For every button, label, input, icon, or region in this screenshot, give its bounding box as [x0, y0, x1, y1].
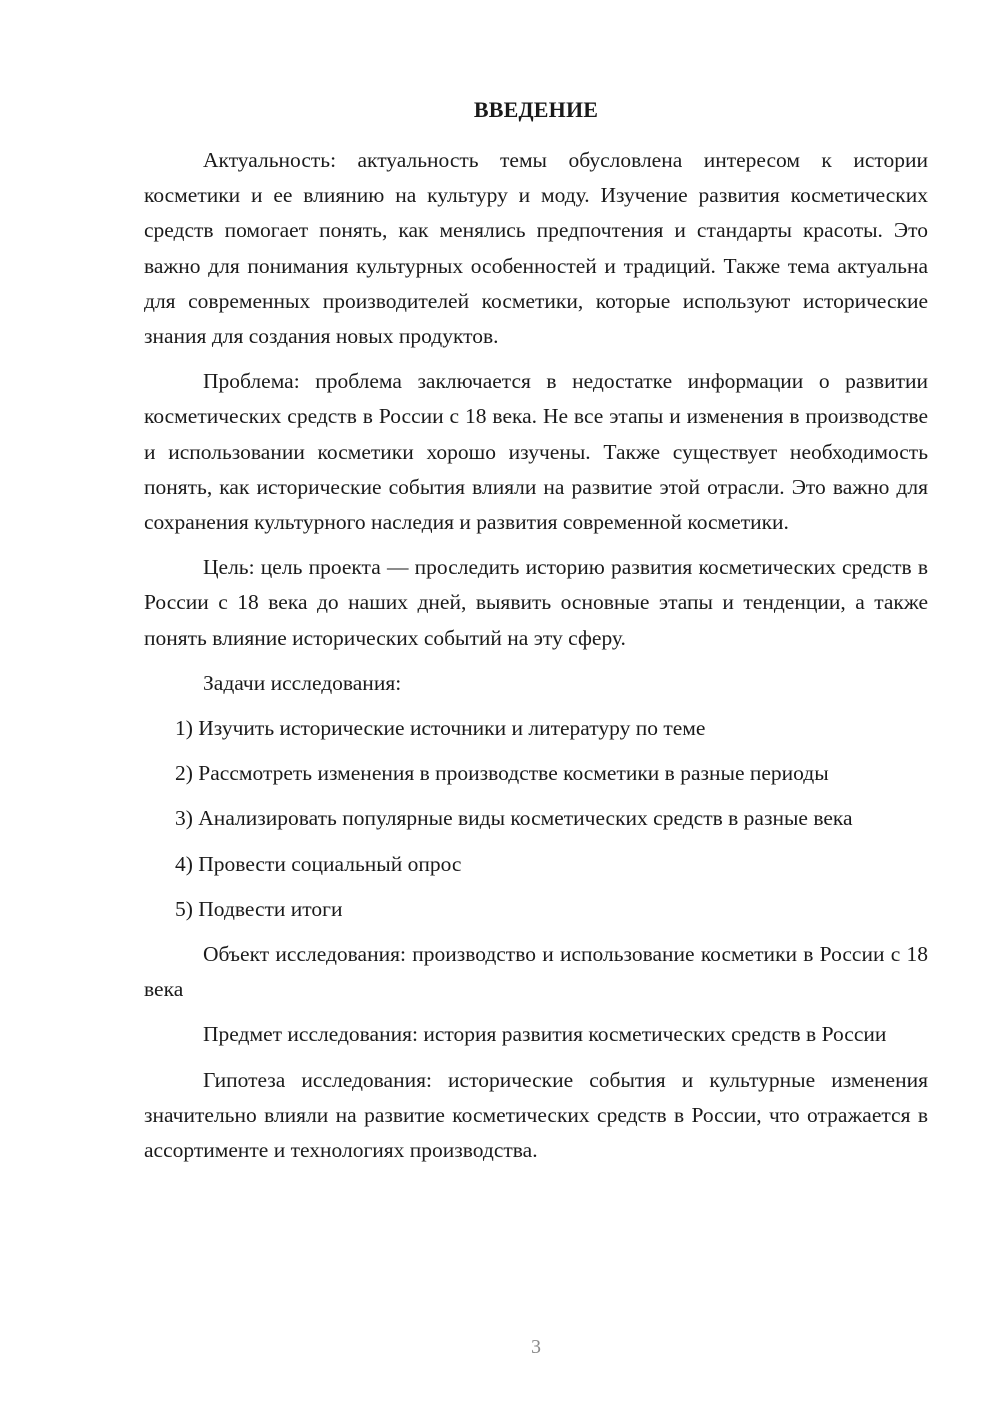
goal-paragraph: Цель: цель проекта — проследить историю развития косметических средств в России с 18 века до наших дней, выявить основные этапы и тенденции, а также понять влияние исторических событий на эту сферу.	[144, 555, 928, 650]
relevance-paragraph: Актуальность: актуальность темы обусловлена интересом к истории косметики и ее влиянию на культуру и моду. Изучение развития косметических средств помогает понять, как менялись предпочтения и стандарты красоты. Это важно для понимания культурных особенностей и традиций. Также тема актуальна для современных производителей косметики, которые используют исторические знания для создания новых продуктов.	[144, 148, 928, 349]
task-item-3: 3) Анализировать популярные виды косметических средств в разные века	[175, 806, 853, 831]
task-item-4: 4) Провести социальный опрос	[175, 851, 462, 876]
tasks-heading: Задачи исследования:	[203, 670, 402, 695]
hypothesis-paragraph: Гипотеза исследования: исторические события и культурные изменения значительно влияли на развитие косметических средств в России, что отражается в ассортименте и технологиях производства.	[144, 1067, 928, 1163]
task-item-1: 1) Изучить исторические источники и литературу по теме	[175, 716, 706, 741]
page-title: ВВЕДЕНИЕ	[473, 97, 599, 122]
problem-paragraph: Проблема: проблема заключается в недостатке информации о развитии косметических средств в России с 18 века. Не все этапы и изменения в производстве и использовании косметики хорошо изучены. Также существует необходимость понять, как исторические события влияли на развитие этой отрасли. Это важно для сохранения культурного наследия и развития современной косметики.	[144, 369, 928, 535]
task-item-2: 2) Рассмотреть изменения в производстве косметики в разные периоды	[175, 761, 829, 786]
subject-paragraph: Предмет исследования: история развития косметических средств в России	[203, 1022, 887, 1047]
page-number: 3	[531, 1336, 541, 1358]
task-item-5: 5) Подвести итоги	[175, 896, 343, 921]
document-body	[144, 143, 928, 1178]
object-paragraph: Объект исследования: производство и использование косметики в России с 18 века	[144, 942, 928, 1002]
